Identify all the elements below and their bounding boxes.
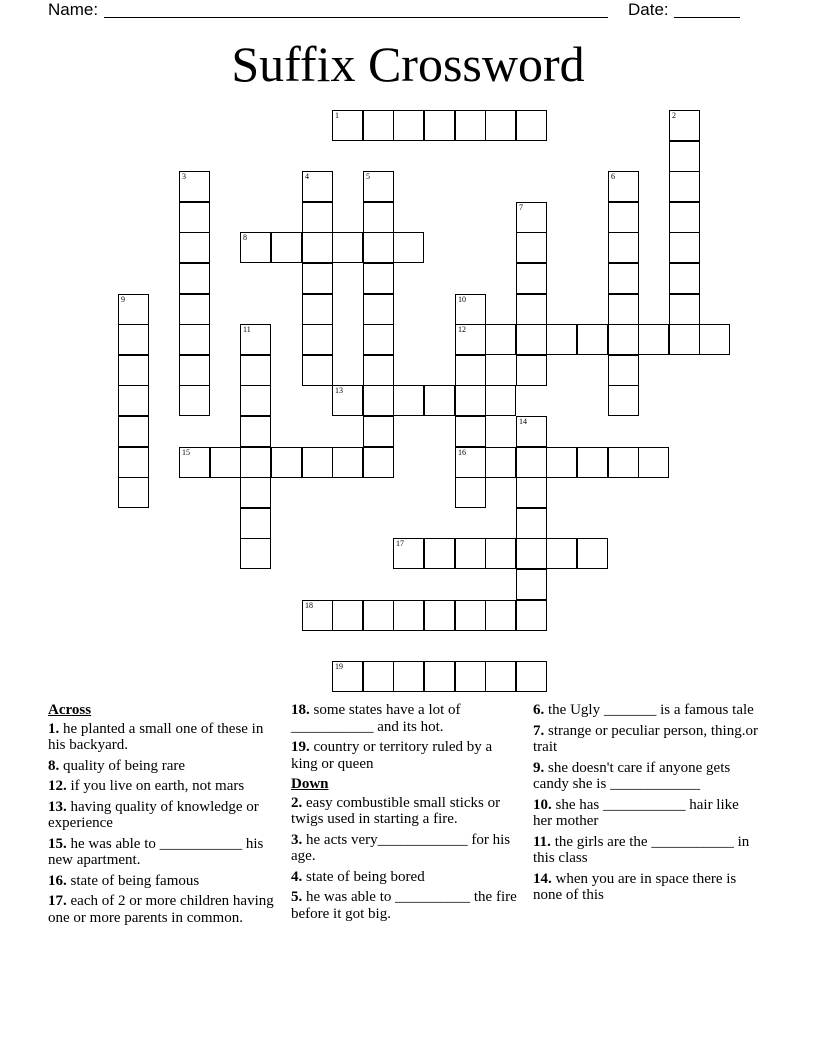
grid-cell[interactable] bbox=[516, 263, 547, 294]
grid-cell[interactable] bbox=[363, 263, 394, 294]
grid-cell[interactable] bbox=[455, 110, 486, 141]
clue-number: 15 bbox=[182, 448, 190, 457]
clue-number: 8. bbox=[48, 757, 60, 774]
grid-cell[interactable] bbox=[669, 263, 700, 294]
grid-cell[interactable] bbox=[485, 600, 516, 631]
clue: 8. quality of being rare bbox=[48, 757, 186, 774]
clue-number: 2. bbox=[291, 794, 303, 811]
grid-cell[interactable] bbox=[118, 385, 149, 416]
grid-cell[interactable] bbox=[424, 661, 455, 692]
clue: 16. state of being famous bbox=[48, 872, 200, 889]
clue-number: 14. bbox=[533, 870, 552, 887]
grid-cell[interactable] bbox=[516, 324, 547, 355]
grid-cell[interactable] bbox=[302, 202, 333, 233]
clue: 6. the Ugly _______ is a famous tale bbox=[533, 702, 754, 718]
grid-cell[interactable] bbox=[485, 110, 516, 141]
clue-number: 18 bbox=[305, 601, 313, 610]
clue-number: 17 bbox=[396, 539, 404, 548]
grid-cell[interactable] bbox=[240, 416, 271, 447]
clue: 5. he was able to __________ the fire before it got big. bbox=[291, 889, 517, 922]
grid-cell[interactable] bbox=[363, 110, 394, 141]
clue-number: 1. bbox=[48, 720, 60, 737]
clue-number: 2 bbox=[672, 111, 676, 120]
grid-cell[interactable] bbox=[455, 416, 486, 447]
clue-number: 16 bbox=[458, 448, 466, 457]
grid-cell[interactable] bbox=[577, 324, 608, 355]
clue-number: 10. bbox=[533, 796, 552, 813]
grid-cell[interactable] bbox=[699, 324, 730, 355]
clue-number: 13 bbox=[335, 386, 343, 395]
clue-number: 12 bbox=[458, 325, 466, 334]
grid-cell[interactable] bbox=[210, 447, 241, 478]
grid-cell[interactable] bbox=[179, 324, 210, 355]
grid-cell[interactable] bbox=[240, 477, 271, 508]
clue-number: 9. bbox=[533, 759, 545, 776]
grid-cell[interactable] bbox=[669, 141, 700, 172]
grid-cell[interactable] bbox=[516, 447, 547, 478]
grid-cell[interactable] bbox=[516, 355, 547, 386]
grid-cell[interactable] bbox=[363, 294, 394, 325]
grid-cell[interactable] bbox=[669, 294, 700, 325]
grid-cell[interactable] bbox=[424, 600, 455, 631]
grid-cell[interactable] bbox=[516, 294, 547, 325]
grid-cell[interactable] bbox=[669, 202, 700, 233]
clue-number: 7 bbox=[519, 203, 523, 212]
grid-cell[interactable] bbox=[608, 355, 639, 386]
clue: 9. she doesn't care if anyone gets candy she is ____________ bbox=[533, 759, 731, 792]
grid-cell[interactable] bbox=[179, 294, 210, 325]
grid-cell[interactable] bbox=[363, 385, 394, 416]
name-label: Name: bbox=[48, 0, 99, 19]
grid-cell[interactable] bbox=[608, 324, 639, 355]
grid-cell[interactable] bbox=[179, 232, 210, 263]
grid-cell[interactable] bbox=[393, 385, 424, 416]
grid-cell[interactable] bbox=[546, 447, 577, 478]
grid-cell[interactable] bbox=[302, 447, 333, 478]
grid-cell[interactable] bbox=[455, 538, 486, 569]
clue-number: 17. bbox=[48, 893, 67, 909]
date-label: Date: bbox=[628, 0, 669, 19]
grid-cell[interactable] bbox=[302, 232, 333, 263]
grid-cell[interactable] bbox=[516, 477, 547, 508]
grid-cell[interactable] bbox=[271, 447, 302, 478]
grid-cell[interactable] bbox=[240, 385, 271, 416]
clue-number: 8 bbox=[243, 233, 247, 242]
clue: 13. having quality of knowledge or experience bbox=[48, 798, 259, 831]
grid-cell[interactable] bbox=[118, 447, 149, 478]
grid-cell[interactable] bbox=[455, 477, 486, 508]
grid-cell[interactable] bbox=[240, 355, 271, 386]
grid-cell[interactable] bbox=[240, 538, 271, 569]
grid-cell[interactable] bbox=[485, 538, 516, 569]
grid-cell[interactable] bbox=[516, 661, 547, 692]
grid-cell[interactable] bbox=[485, 324, 516, 355]
grid-cell[interactable] bbox=[516, 110, 547, 141]
grid-cell[interactable] bbox=[363, 171, 394, 202]
grid-cell[interactable] bbox=[179, 447, 210, 478]
clue: 4. state of being bored bbox=[291, 868, 425, 885]
clue-number: 15. bbox=[48, 835, 67, 852]
grid-cell[interactable] bbox=[455, 661, 486, 692]
grid-cell[interactable] bbox=[179, 202, 210, 233]
grid-cell[interactable] bbox=[363, 202, 394, 233]
grid-cell[interactable] bbox=[363, 355, 394, 386]
grid-cell[interactable] bbox=[608, 232, 639, 263]
grid-cell[interactable] bbox=[363, 324, 394, 355]
clue-number: 16. bbox=[48, 872, 67, 889]
clue: 12. if you live on earth, not mars bbox=[48, 778, 245, 794]
clue-number: 11 bbox=[243, 325, 251, 334]
grid-cell[interactable] bbox=[608, 294, 639, 325]
clue: 17. each of 2 or more children having one or more parents in common. bbox=[48, 893, 274, 926]
down-clues-column bbox=[533, 702, 761, 908]
clue-number: 3 bbox=[182, 172, 186, 181]
section-heading: Down bbox=[291, 776, 329, 792]
grid-cell[interactable] bbox=[669, 324, 700, 355]
grid-cell[interactable] bbox=[302, 263, 333, 294]
grid-cell[interactable] bbox=[302, 324, 333, 355]
clue-number: 3. bbox=[291, 831, 303, 848]
grid-cell[interactable] bbox=[363, 416, 394, 447]
grid-cell[interactable] bbox=[118, 355, 149, 386]
clue-number: 4 bbox=[305, 172, 309, 181]
grid-cell[interactable] bbox=[332, 385, 363, 416]
grid-cell[interactable] bbox=[485, 447, 516, 478]
clue-number: 13. bbox=[48, 798, 67, 815]
grid-cell[interactable] bbox=[424, 385, 455, 416]
grid-cell[interactable] bbox=[302, 355, 333, 386]
clue: 19. country or territory ruled by a king or queen bbox=[291, 739, 493, 772]
grid-cell[interactable] bbox=[393, 110, 424, 141]
clue-number: 4. bbox=[291, 868, 303, 885]
grid-cell[interactable] bbox=[240, 232, 271, 263]
clue-number: 9 bbox=[121, 295, 125, 304]
grid-cell[interactable] bbox=[455, 385, 486, 416]
grid-cell[interactable] bbox=[332, 110, 363, 141]
grid-cell[interactable] bbox=[608, 171, 639, 202]
grid-cell[interactable] bbox=[424, 538, 455, 569]
grid-cell[interactable] bbox=[516, 600, 547, 631]
grid-cell[interactable] bbox=[608, 447, 639, 478]
grid-cell[interactable] bbox=[118, 294, 149, 325]
grid-cell[interactable] bbox=[638, 447, 669, 478]
clue: 3. he acts very____________ for his age. bbox=[291, 831, 511, 864]
grid-cell[interactable] bbox=[455, 324, 486, 355]
clue-number: 10 bbox=[458, 295, 466, 304]
grid-cell[interactable] bbox=[608, 385, 639, 416]
clue: 14. when you are in space there is none of this bbox=[533, 870, 737, 903]
grid-cell[interactable] bbox=[516, 202, 547, 233]
grid-cell[interactable] bbox=[179, 385, 210, 416]
grid-cell[interactable] bbox=[393, 661, 424, 692]
grid-cell[interactable] bbox=[455, 355, 486, 386]
grid-cell[interactable] bbox=[669, 232, 700, 263]
grid-cell[interactable] bbox=[577, 538, 608, 569]
grid-cell[interactable] bbox=[179, 355, 210, 386]
grid-cell[interactable] bbox=[302, 171, 333, 202]
grid-cell[interactable] bbox=[302, 294, 333, 325]
grid-cell[interactable] bbox=[516, 538, 547, 569]
grid-cell[interactable] bbox=[363, 600, 394, 631]
grid-cell[interactable] bbox=[485, 385, 516, 416]
grid-cell[interactable] bbox=[179, 263, 210, 294]
clue-number: 18. bbox=[291, 702, 310, 718]
clue-number: 14 bbox=[519, 417, 527, 426]
grid-cell[interactable] bbox=[577, 447, 608, 478]
clue: 2. easy combustible small sticks or twigs used in starting a fire. bbox=[291, 794, 501, 827]
clue-number: 5 bbox=[366, 172, 370, 181]
grid-cell[interactable] bbox=[516, 508, 547, 539]
grid-cell[interactable] bbox=[638, 324, 669, 355]
grid-cell[interactable] bbox=[332, 447, 363, 478]
grid-cell[interactable] bbox=[363, 232, 394, 263]
grid-cell[interactable] bbox=[179, 171, 210, 202]
grid-cell[interactable] bbox=[516, 569, 547, 600]
clue-number: 5. bbox=[291, 889, 303, 905]
grid-cell[interactable] bbox=[393, 600, 424, 631]
clue-number: 6 bbox=[611, 172, 615, 181]
clue: 15. he was able to ___________ his new apartment. bbox=[48, 835, 264, 868]
clue-number: 12. bbox=[48, 778, 67, 794]
grid-cell[interactable] bbox=[393, 538, 424, 569]
grid-cell[interactable] bbox=[669, 171, 700, 202]
clue: 18. some states have a lot of ___________ and its hot. bbox=[291, 702, 461, 735]
grid-cell[interactable] bbox=[240, 508, 271, 539]
grid-cell[interactable] bbox=[455, 600, 486, 631]
grid-cell[interactable] bbox=[516, 416, 547, 447]
clues-column-2 bbox=[291, 702, 517, 926]
clue-number: 11. bbox=[533, 833, 551, 850]
grid-cell[interactable] bbox=[608, 263, 639, 294]
grid-cell[interactable] bbox=[546, 324, 577, 355]
grid-cell[interactable] bbox=[363, 447, 394, 478]
grid-cell[interactable] bbox=[240, 324, 271, 355]
grid-cell[interactable] bbox=[118, 477, 149, 508]
grid-cell[interactable] bbox=[332, 661, 363, 692]
grid-cell[interactable] bbox=[363, 661, 394, 692]
page-title: Suffix Crossword bbox=[231, 36, 585, 92]
clue-number: 1 bbox=[335, 111, 339, 120]
grid-cell[interactable] bbox=[240, 447, 271, 478]
clue: 11. the girls are the ___________ in this class bbox=[533, 833, 750, 866]
grid-cell[interactable] bbox=[455, 294, 486, 325]
clue-number: 7. bbox=[533, 722, 545, 739]
grid-cell[interactable] bbox=[485, 661, 516, 692]
clue: 1. he planted a small one of these in his backyard. bbox=[48, 720, 264, 753]
grid-cell[interactable] bbox=[424, 110, 455, 141]
across-clues-column bbox=[48, 702, 278, 930]
clue: 7. strange or peculiar person, thing.or trait bbox=[533, 722, 758, 755]
grid-cell[interactable] bbox=[332, 232, 363, 263]
section-heading: Across bbox=[48, 702, 92, 718]
grid-cell[interactable] bbox=[118, 416, 149, 447]
grid-cell[interactable] bbox=[455, 447, 486, 478]
clue: 10. she has ___________ hair like her mother bbox=[533, 796, 739, 829]
grid-cell[interactable] bbox=[332, 600, 363, 631]
grid-cell[interactable] bbox=[118, 324, 149, 355]
clue-number: 19. bbox=[291, 739, 310, 755]
grid-cell[interactable] bbox=[608, 202, 639, 233]
clue-number: 6. bbox=[533, 702, 545, 718]
grid-cell[interactable] bbox=[271, 232, 302, 263]
grid-cell[interactable] bbox=[669, 110, 700, 141]
grid-cell[interactable] bbox=[393, 232, 424, 263]
grid-cell[interactable] bbox=[302, 600, 333, 631]
clue-number: 19 bbox=[335, 662, 343, 671]
grid-cell[interactable] bbox=[516, 232, 547, 263]
grid-cell[interactable] bbox=[546, 538, 577, 569]
